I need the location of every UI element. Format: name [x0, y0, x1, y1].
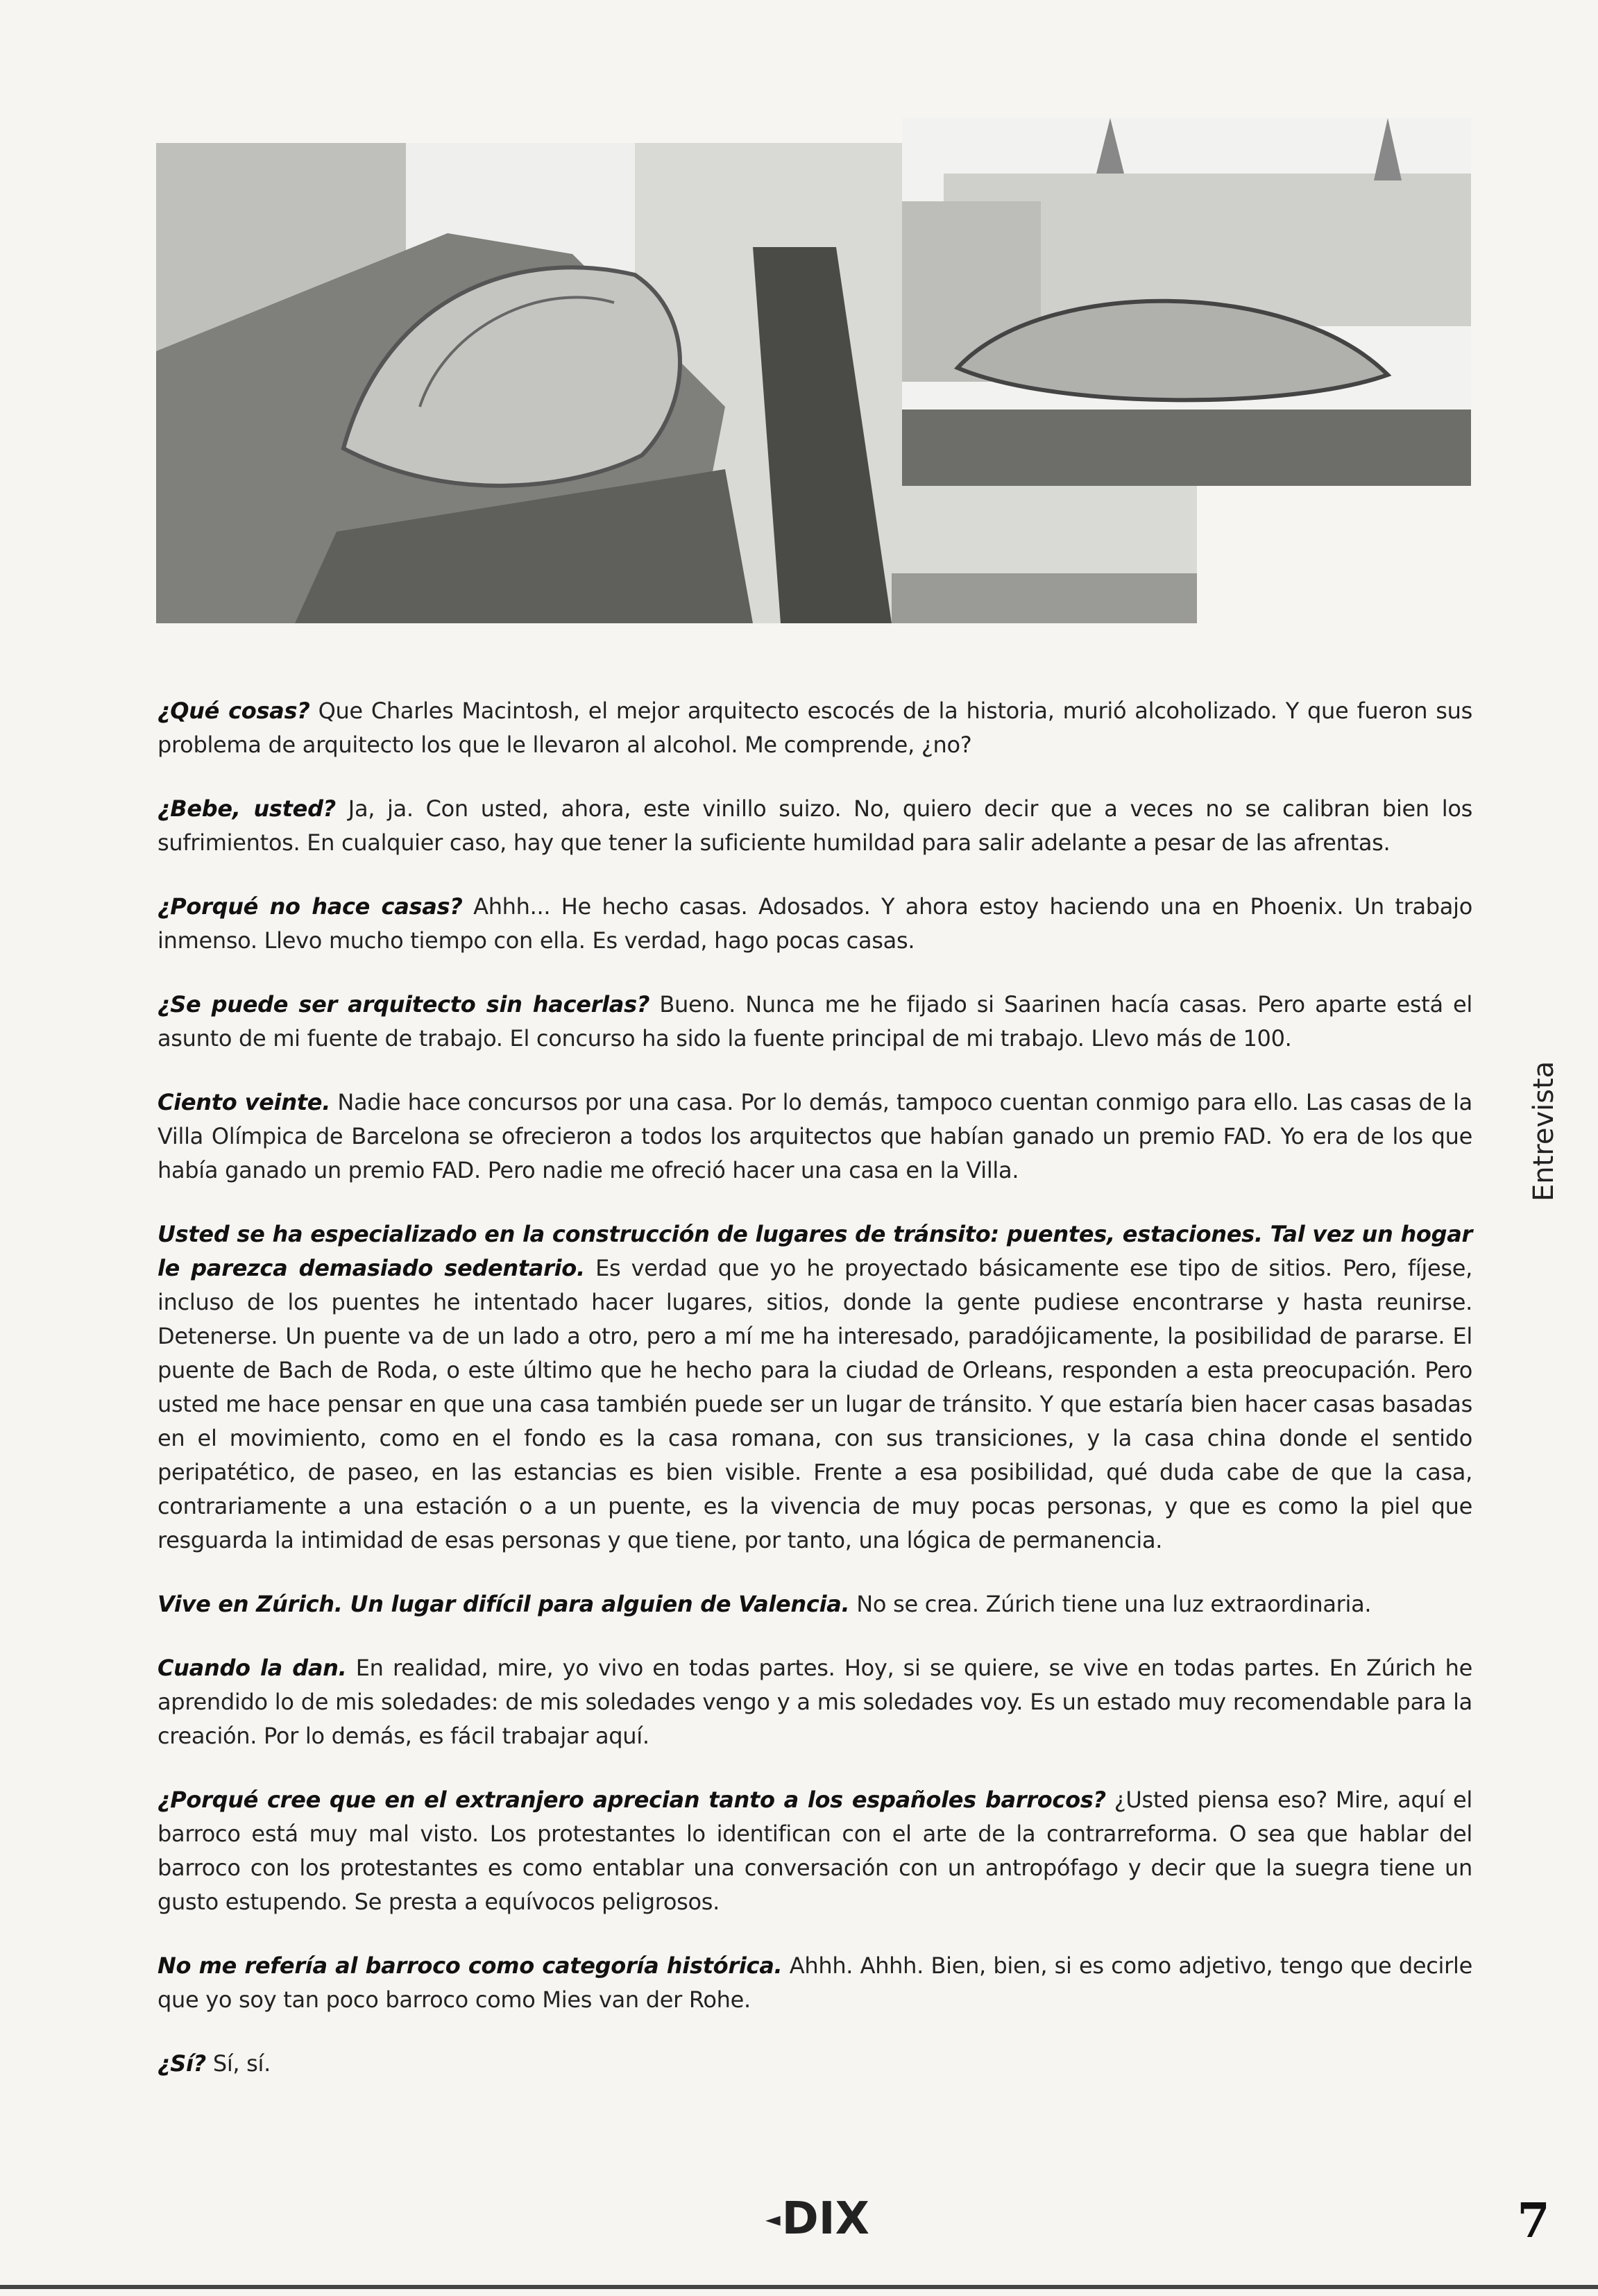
- interview-question: ¿Se puede ser arquitecto sin hacerlas?: [158, 991, 650, 1018]
- interview-question: ¿Qué cosas?: [158, 698, 310, 724]
- interview-answer: Nadie hace concursos por una casa. Por lo demás, tampoco cuentan conmigo para ello. Las casas de la Villa Olímpica de Barcelona se ofrecieron a todos los arquitectos que habían ganado un premio FAD. Yo era de los que había ganado un premio FAD. Pero nadie me ofreció hacer una casa en la Villa.: [158, 1089, 1472, 1183]
- interview-paragraph: [158, 792, 1472, 860]
- interview-answer: Es verdad que yo he proyectado básicamente ese tipo de sitios. Pero, fíjese, incluso de los puentes he intentado hacer lugares, sitios, donde la gente pudiese encontrarse y hasta reunirse. Detenerse. Un puente va de un lado a otro, pero a mí me ha interesado, paradójicamente, la posibilidad de pararse. El puente de Bach de Roda, o este último que he hecho para la ciudad de Orleans, responden a esta preocupación. Pero usted me hace pensar en que una casa también puede ser un lugar de tránsito. Y que estaría bien hacer casas basadas en el movimiento, como en el fondo es la casa romana, con sus transiciones, y la casa china donde el sentido peripatético, de paseo, en las estancias es bien visible. Frente a esa posibilidad, qué duda cabe de que la casa, contrariamente a una estación o a un puente, es la vivencia de muy pocas personas, y que es como la piel que resguarda la intimidad de esas personas y que tiene, por tanto, una lógica de permanencia.: [158, 1255, 1472, 1553]
- interview-question: Cuando la dan.: [158, 1655, 347, 1681]
- interview-answer: No se crea. Zúrich tiene una luz extraordinaria.: [849, 1591, 1372, 1617]
- interview-answer: En realidad, mire, yo vivo en todas partes. Hoy, si se quiere, se vive en todas partes. En Zúrich he aprendido lo de mis soledades: de mis soledades vengo y a mis soledades voy. Es un estado muy recomendable para la creación. Por lo demás, es fácil trabajar aquí.: [158, 1655, 1472, 1749]
- logo-mark-icon: ◄: [765, 2207, 781, 2231]
- interview-answer: Que Charles Macintosh, el mejor arquitecto escocés de la historia, murió alcoholizado. Y que fueron sus problema de arquitecto los que le llevaron al alcohol. Me comprende, ¿no?: [158, 698, 1472, 758]
- interview-answer: Bueno. Nunca me he fijado si Saarinen hacía casas. Pero aparte está el asunto de mi fuente de trabajo. El concurso ha sido la fuente principal de mi trabajo. Llevo más de 100.: [158, 991, 1472, 1052]
- interview-paragraph: [158, 988, 1472, 1056]
- interview-paragraph: [158, 694, 1472, 762]
- interview-question: Vive en Zúrich. Un lugar difícil para alguien de Valencia.: [158, 1591, 850, 1617]
- interview-paragraph: [158, 1587, 1472, 1621]
- interview-answer: ¿Usted piensa eso? Mire, aquí el barroco está muy mal visto. Los protestantes lo identifican con el arte de la contrarreforma. O sea que hablar del barroco con los protestantes es como entablar una conversación con un antropófago y decir que la suegra tiene un gusto estupendo. Se presta a equívocos peligrosos.: [158, 1787, 1472, 1915]
- interview-paragraph: [158, 2047, 1472, 2081]
- interview-answer: Ja, ja. Con usted, ahora, este vinillo suizo. No, quiero decir que a veces no se calibran bien los sufrimientos. En cualquier caso, hay que tener la suficiente humildad para salir adelante a pesar de las afrentas.: [158, 795, 1472, 856]
- interview-answer: Sí, sí.: [205, 2050, 271, 2077]
- interview-question: Ciento veinte.: [158, 1089, 331, 1115]
- magazine-logo: [765, 2193, 869, 2245]
- bottom-rule: [0, 2285, 1598, 2289]
- interview-question: No me refería al barroco como categoría histórica.: [158, 1952, 783, 1979]
- interview-article: [158, 694, 1472, 2111]
- logo-text: DIX: [781, 2193, 869, 2245]
- interview-question: Usted se ha especializado en la construcción de lugares de tránsito: puentes, estaciones. Tal vez un hogar le parezca demasiado sedentario.: [158, 1221, 1472, 1281]
- interview-paragraph: [158, 890, 1472, 958]
- interview-paragraph: [158, 1949, 1472, 2017]
- building-photo-right: [902, 118, 1471, 486]
- interview-question: ¿Sí?: [158, 2050, 206, 2077]
- interview-answer: Ahhh. Ahhh. Bien, bien, si es como adjetivo, tengo que decirle que yo soy tan poco barroco como Mies van der Rohe.: [158, 1952, 1472, 2013]
- interview-paragraph: [158, 1086, 1472, 1188]
- page-number: 7: [1517, 2193, 1550, 2249]
- section-label: Entrevista: [1528, 1061, 1560, 1202]
- interview-paragraph: [158, 1651, 1472, 1753]
- interview-question: ¿Bebe, usted?: [158, 795, 336, 822]
- interview-paragraph: [158, 1217, 1472, 1558]
- interview-paragraph: [158, 1783, 1472, 1919]
- photo-architecture-right: [902, 118, 1471, 486]
- interview-answer: Ahhh... He hecho casas. Adosados. Y ahora estoy haciendo una en Phoenix. Un trabajo inmenso. Llevo mucho tiempo con ella. Es verdad, hago pocas casas.: [158, 893, 1472, 954]
- interview-question: ¿Porqué cree que en el extranjero aprecian tanto a los españoles barrocos?: [158, 1787, 1106, 1813]
- interview-question: ¿Porqué no hace casas?: [158, 893, 463, 920]
